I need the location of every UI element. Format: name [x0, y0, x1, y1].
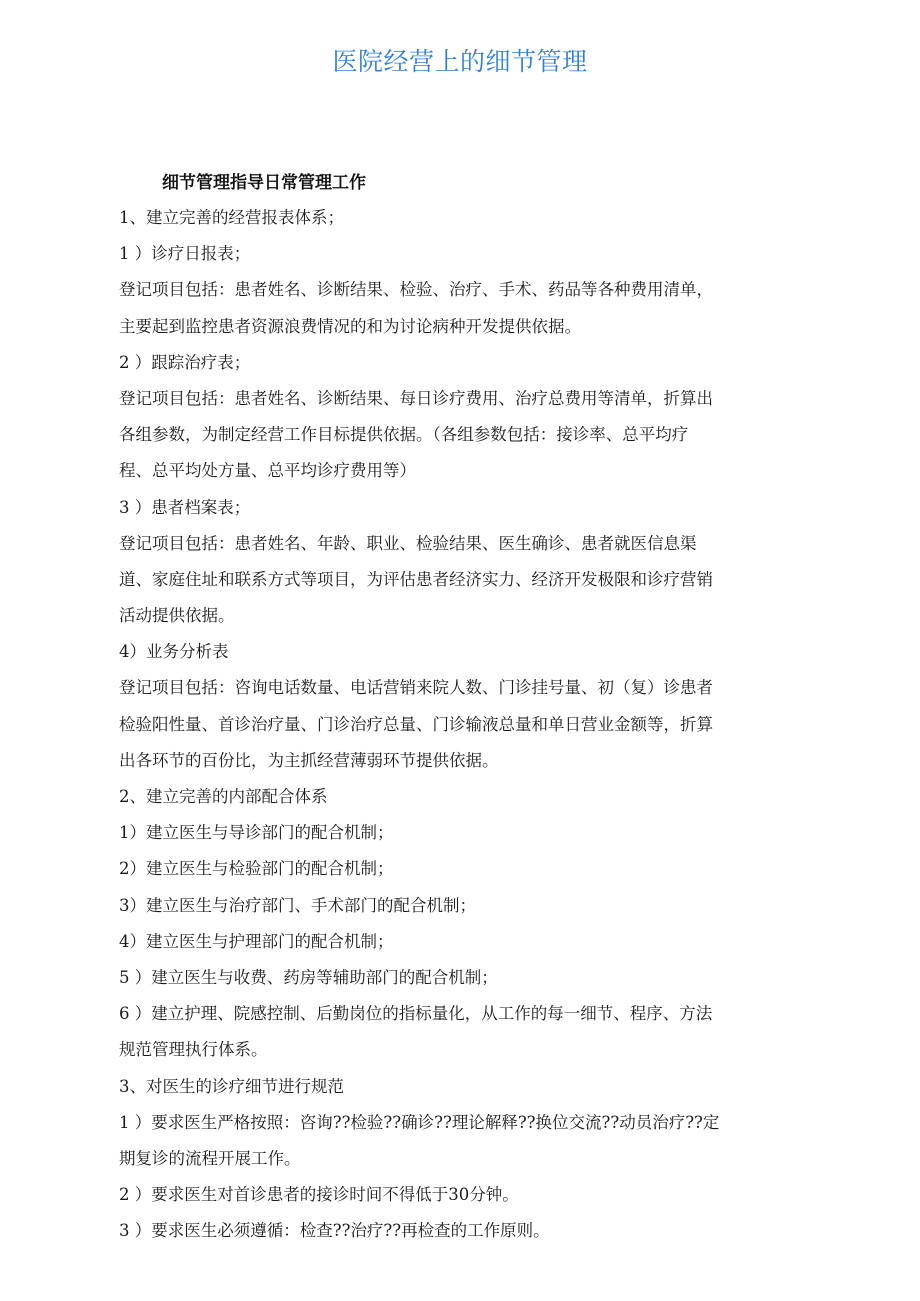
body-line: 各组参数，为制定经营工作目标提供依据。（各组参数包括：接诊率、总平均疗	[119, 425, 689, 445]
body-line: 5 ）建立医生与收费、药房等辅助部门的配合机制；	[119, 967, 498, 987]
body-line: 2）建立医生与检验部门的配合机制；	[119, 859, 394, 879]
body-line: 4）建立医生与护理部门的配合机制；	[119, 931, 394, 951]
body-line: 3 ）要求医生必须遵循：检查??治疗??再检查的工作原则。	[119, 1221, 550, 1241]
body-line: 登记项目包括：患者姓名、诊断结果、检验、治疗、手术、药品等各种费用清单，	[119, 280, 713, 300]
document-body	[119, 200, 809, 1249]
document-title: 医院经营上的细节管理	[332, 47, 588, 76]
body-line: 登记项目包括：咨询电话数量、电话营销来院人数、门诊挂号量、初（复）诊患者	[119, 678, 713, 698]
body-line: 1）建立医生与导诊部门的配合机制；	[119, 823, 394, 843]
body-line: 主要起到监控患者资源浪费情况的和为讨论病种开发提供依据。	[119, 316, 581, 336]
body-line: 1 ）诊疗日报表；	[119, 244, 251, 264]
body-line: 程、总平均处方量、总平均诊疗费用等）	[119, 461, 416, 481]
body-line: 道、家庭住址和联系方式等项目，为评估患者经济实力、经济开发极限和诊疗营销	[119, 569, 713, 589]
body-line: 期复诊的流程开展工作。	[119, 1148, 301, 1168]
body-line: 1、建立完善的经营报表体系；	[119, 208, 344, 227]
body-line: 活动提供依据。	[119, 606, 235, 626]
body-line: 3）建立医生与治疗部门、手术部门的配合机制；	[119, 895, 476, 915]
body-line: 检验阳性量、首诊治疗量、门诊治疗总量、门诊输液总量和单日营业金额等，折算	[119, 714, 713, 734]
body-line: 3 ）患者档案表；	[119, 497, 251, 517]
body-line: 3、对医生的诊疗细节进行规范	[119, 1076, 344, 1096]
body-line: 2 ）要求医生对首诊患者的接诊时间不得低于30分钟。	[119, 1185, 519, 1205]
body-line: 出各环节的百份比，为主抓经营薄弱环节提供依据。	[119, 750, 499, 770]
body-line: 4）业务分析表	[119, 642, 229, 662]
body-line: 登记项目包括：患者姓名、诊断结果、每日诊疗费用、治疗总费用等清单，折算出	[119, 388, 713, 408]
body-line: 2、建立完善的内部配合体系	[119, 787, 328, 806]
body-line: 登记项目包括：患者姓名、年龄、职业、检验结果、医生确诊、患者就医信息渠	[119, 533, 697, 553]
body-line: 6 ）建立护理、院感控制、后勤岗位的指标量化，从工作的每一细节、程序、方法	[119, 1004, 713, 1024]
body-line: 规范管理执行体系。	[119, 1040, 268, 1060]
section-subheading: 细节管理指导日常管理工作	[162, 173, 366, 193]
body-line: 2 ）跟踪治疗表；	[119, 352, 251, 372]
body-line: 1 ）要求医生严格按照：咨询??检验??确诊??理论解释??换位交流??动员治疗??定	[119, 1112, 720, 1132]
